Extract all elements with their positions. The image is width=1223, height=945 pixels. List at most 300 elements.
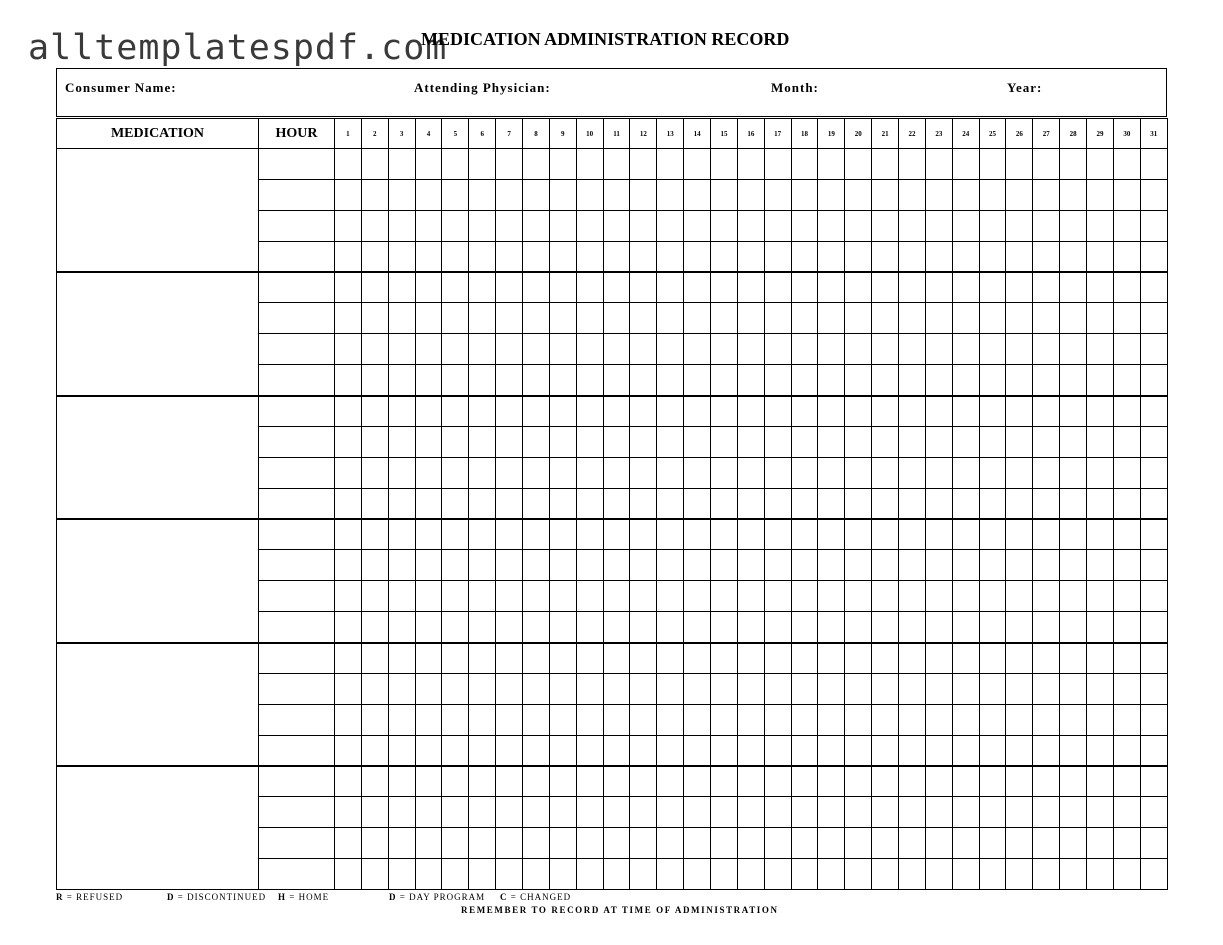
day-cell[interactable] [1087,673,1114,704]
day-cell[interactable] [872,704,899,735]
day-cell[interactable] [979,550,1006,581]
day-cell[interactable] [899,303,926,334]
day-cell[interactable] [576,828,603,859]
day-cell[interactable] [872,334,899,365]
day-cell[interactable] [1033,859,1060,890]
day-cell[interactable] [549,828,576,859]
day-cell[interactable] [576,704,603,735]
day-cell[interactable] [361,550,388,581]
day-cell[interactable] [657,828,684,859]
day-cell[interactable] [603,519,630,550]
day-cell[interactable] [791,365,818,396]
day-cell[interactable] [711,828,738,859]
day-cell[interactable] [711,859,738,890]
day-cell[interactable] [1033,612,1060,643]
day-cell[interactable] [764,426,791,457]
day-cell[interactable] [1006,735,1033,766]
day-cell[interactable] [1033,766,1060,797]
day-cell[interactable] [845,550,872,581]
day-cell[interactable] [442,303,469,334]
day-cell[interactable] [684,797,711,828]
day-cell[interactable] [791,210,818,241]
day-cell[interactable] [899,272,926,303]
day-cell[interactable] [979,241,1006,272]
day-cell[interactable] [925,488,952,519]
day-cell[interactable] [1033,334,1060,365]
day-cell[interactable] [1140,519,1167,550]
day-cell[interactable] [335,179,362,210]
day-cell[interactable] [684,272,711,303]
day-cell[interactable] [523,828,550,859]
day-cell[interactable] [1140,581,1167,612]
day-cell[interactable] [979,210,1006,241]
day-cell[interactable] [576,457,603,488]
day-cell[interactable] [469,365,496,396]
day-cell[interactable] [335,612,362,643]
day-cell[interactable] [630,797,657,828]
day-cell[interactable] [818,550,845,581]
day-cell[interactable] [1087,581,1114,612]
day-cell[interactable] [388,766,415,797]
day-cell[interactable] [684,457,711,488]
day-cell[interactable] [523,488,550,519]
day-cell[interactable] [845,365,872,396]
hour-cell[interactable] [259,612,335,643]
day-cell[interactable] [684,365,711,396]
day-cell[interactable] [979,457,1006,488]
day-cell[interactable] [361,365,388,396]
day-cell[interactable] [845,272,872,303]
day-cell[interactable] [496,550,523,581]
day-cell[interactable] [764,519,791,550]
medication-cell[interactable] [57,396,259,520]
day-cell[interactable] [549,365,576,396]
day-cell[interactable] [925,797,952,828]
day-cell[interactable] [388,365,415,396]
day-cell[interactable] [361,426,388,457]
day-cell[interactable] [1140,241,1167,272]
day-cell[interactable] [388,334,415,365]
day-cell[interactable] [791,457,818,488]
day-cell[interactable] [925,581,952,612]
day-cell[interactable] [791,488,818,519]
day-cell[interactable] [1087,241,1114,272]
day-cell[interactable] [1060,735,1087,766]
day-cell[interactable] [845,704,872,735]
day-cell[interactable] [1060,426,1087,457]
day-cell[interactable] [1140,859,1167,890]
day-cell[interactable] [1006,519,1033,550]
day-cell[interactable] [657,735,684,766]
day-cell[interactable] [899,735,926,766]
day-cell[interactable] [576,149,603,180]
day-cell[interactable] [469,735,496,766]
day-cell[interactable] [469,673,496,704]
day-cell[interactable] [335,334,362,365]
day-cell[interactable] [737,426,764,457]
day-cell[interactable] [603,272,630,303]
day-cell[interactable] [388,149,415,180]
day-cell[interactable] [335,241,362,272]
day-cell[interactable] [952,673,979,704]
day-cell[interactable] [442,488,469,519]
day-cell[interactable] [1060,179,1087,210]
day-cell[interactable] [764,766,791,797]
day-cell[interactable] [1006,426,1033,457]
day-cell[interactable] [469,550,496,581]
day-cell[interactable] [523,272,550,303]
day-cell[interactable] [791,396,818,427]
day-cell[interactable] [361,643,388,674]
day-cell[interactable] [818,704,845,735]
day-cell[interactable] [684,334,711,365]
day-cell[interactable] [576,797,603,828]
day-cell[interactable] [979,766,1006,797]
day-cell[interactable] [335,704,362,735]
day-cell[interactable] [872,797,899,828]
day-cell[interactable] [1087,704,1114,735]
day-cell[interactable] [711,581,738,612]
day-cell[interactable] [979,797,1006,828]
day-cell[interactable] [925,519,952,550]
day-cell[interactable] [1087,735,1114,766]
day-cell[interactable] [684,581,711,612]
day-cell[interactable] [335,149,362,180]
day-cell[interactable] [737,210,764,241]
day-cell[interactable] [469,612,496,643]
day-cell[interactable] [523,334,550,365]
day-cell[interactable] [496,828,523,859]
day-cell[interactable] [818,797,845,828]
day-cell[interactable] [952,859,979,890]
day-cell[interactable] [361,396,388,427]
day-cell[interactable] [388,828,415,859]
day-cell[interactable] [952,241,979,272]
day-cell[interactable] [523,241,550,272]
day-cell[interactable] [1113,272,1140,303]
day-cell[interactable] [979,426,1006,457]
day-cell[interactable] [818,365,845,396]
medication-cell[interactable] [57,149,259,273]
day-cell[interactable] [845,396,872,427]
day-cell[interactable] [415,612,442,643]
day-cell[interactable] [1087,272,1114,303]
day-cell[interactable] [711,673,738,704]
day-cell[interactable] [818,488,845,519]
day-cell[interactable] [925,643,952,674]
day-cell[interactable] [1087,488,1114,519]
day-cell[interactable] [576,612,603,643]
day-cell[interactable] [1140,643,1167,674]
hour-cell[interactable] [259,272,335,303]
day-cell[interactable] [1113,797,1140,828]
day-cell[interactable] [361,457,388,488]
day-cell[interactable] [1060,303,1087,334]
day-cell[interactable] [361,272,388,303]
day-cell[interactable] [1033,179,1060,210]
day-cell[interactable] [818,673,845,704]
day-cell[interactable] [442,519,469,550]
day-cell[interactable] [1087,334,1114,365]
day-cell[interactable] [630,303,657,334]
day-cell[interactable] [764,365,791,396]
day-cell[interactable] [764,149,791,180]
day-cell[interactable] [791,179,818,210]
day-cell[interactable] [1006,550,1033,581]
day-cell[interactable] [523,735,550,766]
day-cell[interactable] [603,179,630,210]
day-cell[interactable] [361,149,388,180]
day-cell[interactable] [925,828,952,859]
hour-cell[interactable] [259,179,335,210]
day-cell[interactable] [1087,612,1114,643]
day-cell[interactable] [335,519,362,550]
day-cell[interactable] [1113,859,1140,890]
day-cell[interactable] [576,581,603,612]
day-cell[interactable] [442,828,469,859]
day-cell[interactable] [388,426,415,457]
day-cell[interactable] [603,673,630,704]
day-cell[interactable] [549,334,576,365]
day-cell[interactable] [361,488,388,519]
day-cell[interactable] [442,365,469,396]
day-cell[interactable] [791,859,818,890]
day-cell[interactable] [1140,550,1167,581]
day-cell[interactable] [603,550,630,581]
day-cell[interactable] [952,797,979,828]
day-cell[interactable] [791,673,818,704]
day-cell[interactable] [979,612,1006,643]
day-cell[interactable] [415,272,442,303]
day-cell[interactable] [711,365,738,396]
day-cell[interactable] [335,426,362,457]
day-cell[interactable] [872,396,899,427]
day-cell[interactable] [576,179,603,210]
day-cell[interactable] [711,241,738,272]
day-cell[interactable] [684,241,711,272]
day-cell[interactable] [952,643,979,674]
day-cell[interactable] [496,488,523,519]
day-cell[interactable] [361,612,388,643]
day-cell[interactable] [684,179,711,210]
day-cell[interactable] [576,766,603,797]
day-cell[interactable] [1060,519,1087,550]
day-cell[interactable] [684,396,711,427]
day-cell[interactable] [899,859,926,890]
day-cell[interactable] [952,550,979,581]
day-cell[interactable] [952,334,979,365]
day-cell[interactable] [523,457,550,488]
day-cell[interactable] [1087,149,1114,180]
day-cell[interactable] [684,303,711,334]
day-cell[interactable] [657,303,684,334]
day-cell[interactable] [952,457,979,488]
day-cell[interactable] [1087,179,1114,210]
day-cell[interactable] [1113,673,1140,704]
day-cell[interactable] [469,643,496,674]
day-cell[interactable] [737,581,764,612]
day-cell[interactable] [1033,828,1060,859]
hour-cell[interactable] [259,581,335,612]
day-cell[interactable] [657,704,684,735]
day-cell[interactable] [952,396,979,427]
day-cell[interactable] [952,488,979,519]
day-cell[interactable] [1060,241,1087,272]
day-cell[interactable] [1113,735,1140,766]
day-cell[interactable] [496,643,523,674]
day-cell[interactable] [1113,241,1140,272]
day-cell[interactable] [1113,550,1140,581]
day-cell[interactable] [1113,303,1140,334]
day-cell[interactable] [1087,365,1114,396]
day-cell[interactable] [523,303,550,334]
day-cell[interactable] [925,704,952,735]
day-cell[interactable] [711,334,738,365]
day-cell[interactable] [818,149,845,180]
day-cell[interactable] [388,272,415,303]
day-cell[interactable] [925,766,952,797]
day-cell[interactable] [684,550,711,581]
day-cell[interactable] [872,365,899,396]
day-cell[interactable] [1087,766,1114,797]
day-cell[interactable] [925,673,952,704]
day-cell[interactable] [979,704,1006,735]
day-cell[interactable] [657,210,684,241]
day-cell[interactable] [1087,550,1114,581]
day-cell[interactable] [899,365,926,396]
day-cell[interactable] [442,457,469,488]
day-cell[interactable] [335,396,362,427]
day-cell[interactable] [872,550,899,581]
day-cell[interactable] [388,612,415,643]
day-cell[interactable] [899,673,926,704]
day-cell[interactable] [442,210,469,241]
day-cell[interactable] [335,766,362,797]
day-cell[interactable] [952,272,979,303]
day-cell[interactable] [711,704,738,735]
day-cell[interactable] [496,859,523,890]
day-cell[interactable] [576,735,603,766]
day-cell[interactable] [442,859,469,890]
day-cell[interactable] [845,149,872,180]
day-cell[interactable] [1060,797,1087,828]
day-cell[interactable] [1140,457,1167,488]
day-cell[interactable] [764,303,791,334]
day-cell[interactable] [442,735,469,766]
hour-cell[interactable] [259,303,335,334]
day-cell[interactable] [925,365,952,396]
day-cell[interactable] [791,612,818,643]
day-cell[interactable] [952,766,979,797]
day-cell[interactable] [630,210,657,241]
day-cell[interactable] [1140,210,1167,241]
day-cell[interactable] [952,210,979,241]
day-cell[interactable] [603,334,630,365]
day-cell[interactable] [952,303,979,334]
day-cell[interactable] [469,704,496,735]
day-cell[interactable] [1060,673,1087,704]
day-cell[interactable] [979,859,1006,890]
day-cell[interactable] [1006,797,1033,828]
day-cell[interactable] [442,704,469,735]
day-cell[interactable] [630,426,657,457]
day-cell[interactable] [1087,859,1114,890]
day-cell[interactable] [711,272,738,303]
day-cell[interactable] [415,550,442,581]
day-cell[interactable] [872,859,899,890]
day-cell[interactable] [1033,797,1060,828]
day-cell[interactable] [388,457,415,488]
day-cell[interactable] [737,149,764,180]
day-cell[interactable] [1140,488,1167,519]
day-cell[interactable] [872,519,899,550]
day-cell[interactable] [523,859,550,890]
day-cell[interactable] [630,179,657,210]
day-cell[interactable] [818,643,845,674]
day-cell[interactable] [1113,828,1140,859]
day-cell[interactable] [630,766,657,797]
day-cell[interactable] [737,396,764,427]
medication-cell[interactable] [57,272,259,396]
day-cell[interactable] [523,797,550,828]
day-cell[interactable] [335,365,362,396]
day-cell[interactable] [791,426,818,457]
day-cell[interactable] [1113,766,1140,797]
day-cell[interactable] [415,704,442,735]
day-cell[interactable] [1060,612,1087,643]
day-cell[interactable] [1087,303,1114,334]
day-cell[interactable] [361,179,388,210]
day-cell[interactable] [630,365,657,396]
day-cell[interactable] [496,303,523,334]
day-cell[interactable] [415,797,442,828]
day-cell[interactable] [335,272,362,303]
day-cell[interactable] [979,179,1006,210]
day-cell[interactable] [1113,210,1140,241]
day-cell[interactable] [442,643,469,674]
day-cell[interactable] [576,519,603,550]
day-cell[interactable] [684,735,711,766]
day-cell[interactable] [1033,581,1060,612]
day-cell[interactable] [388,488,415,519]
day-cell[interactable] [711,179,738,210]
day-cell[interactable] [818,519,845,550]
day-cell[interactable] [549,766,576,797]
day-cell[interactable] [899,210,926,241]
day-cell[interactable] [764,612,791,643]
day-cell[interactable] [979,519,1006,550]
day-cell[interactable] [469,149,496,180]
day-cell[interactable] [925,859,952,890]
day-cell[interactable] [576,550,603,581]
day-cell[interactable] [711,519,738,550]
day-cell[interactable] [442,581,469,612]
day-cell[interactable] [1060,828,1087,859]
day-cell[interactable] [415,488,442,519]
day-cell[interactable] [442,612,469,643]
day-cell[interactable] [496,149,523,180]
day-cell[interactable] [899,766,926,797]
day-cell[interactable] [415,581,442,612]
day-cell[interactable] [549,859,576,890]
day-cell[interactable] [603,735,630,766]
day-cell[interactable] [361,210,388,241]
day-cell[interactable] [442,550,469,581]
day-cell[interactable] [496,581,523,612]
day-cell[interactable] [523,396,550,427]
day-cell[interactable] [1060,581,1087,612]
day-cell[interactable] [1113,365,1140,396]
